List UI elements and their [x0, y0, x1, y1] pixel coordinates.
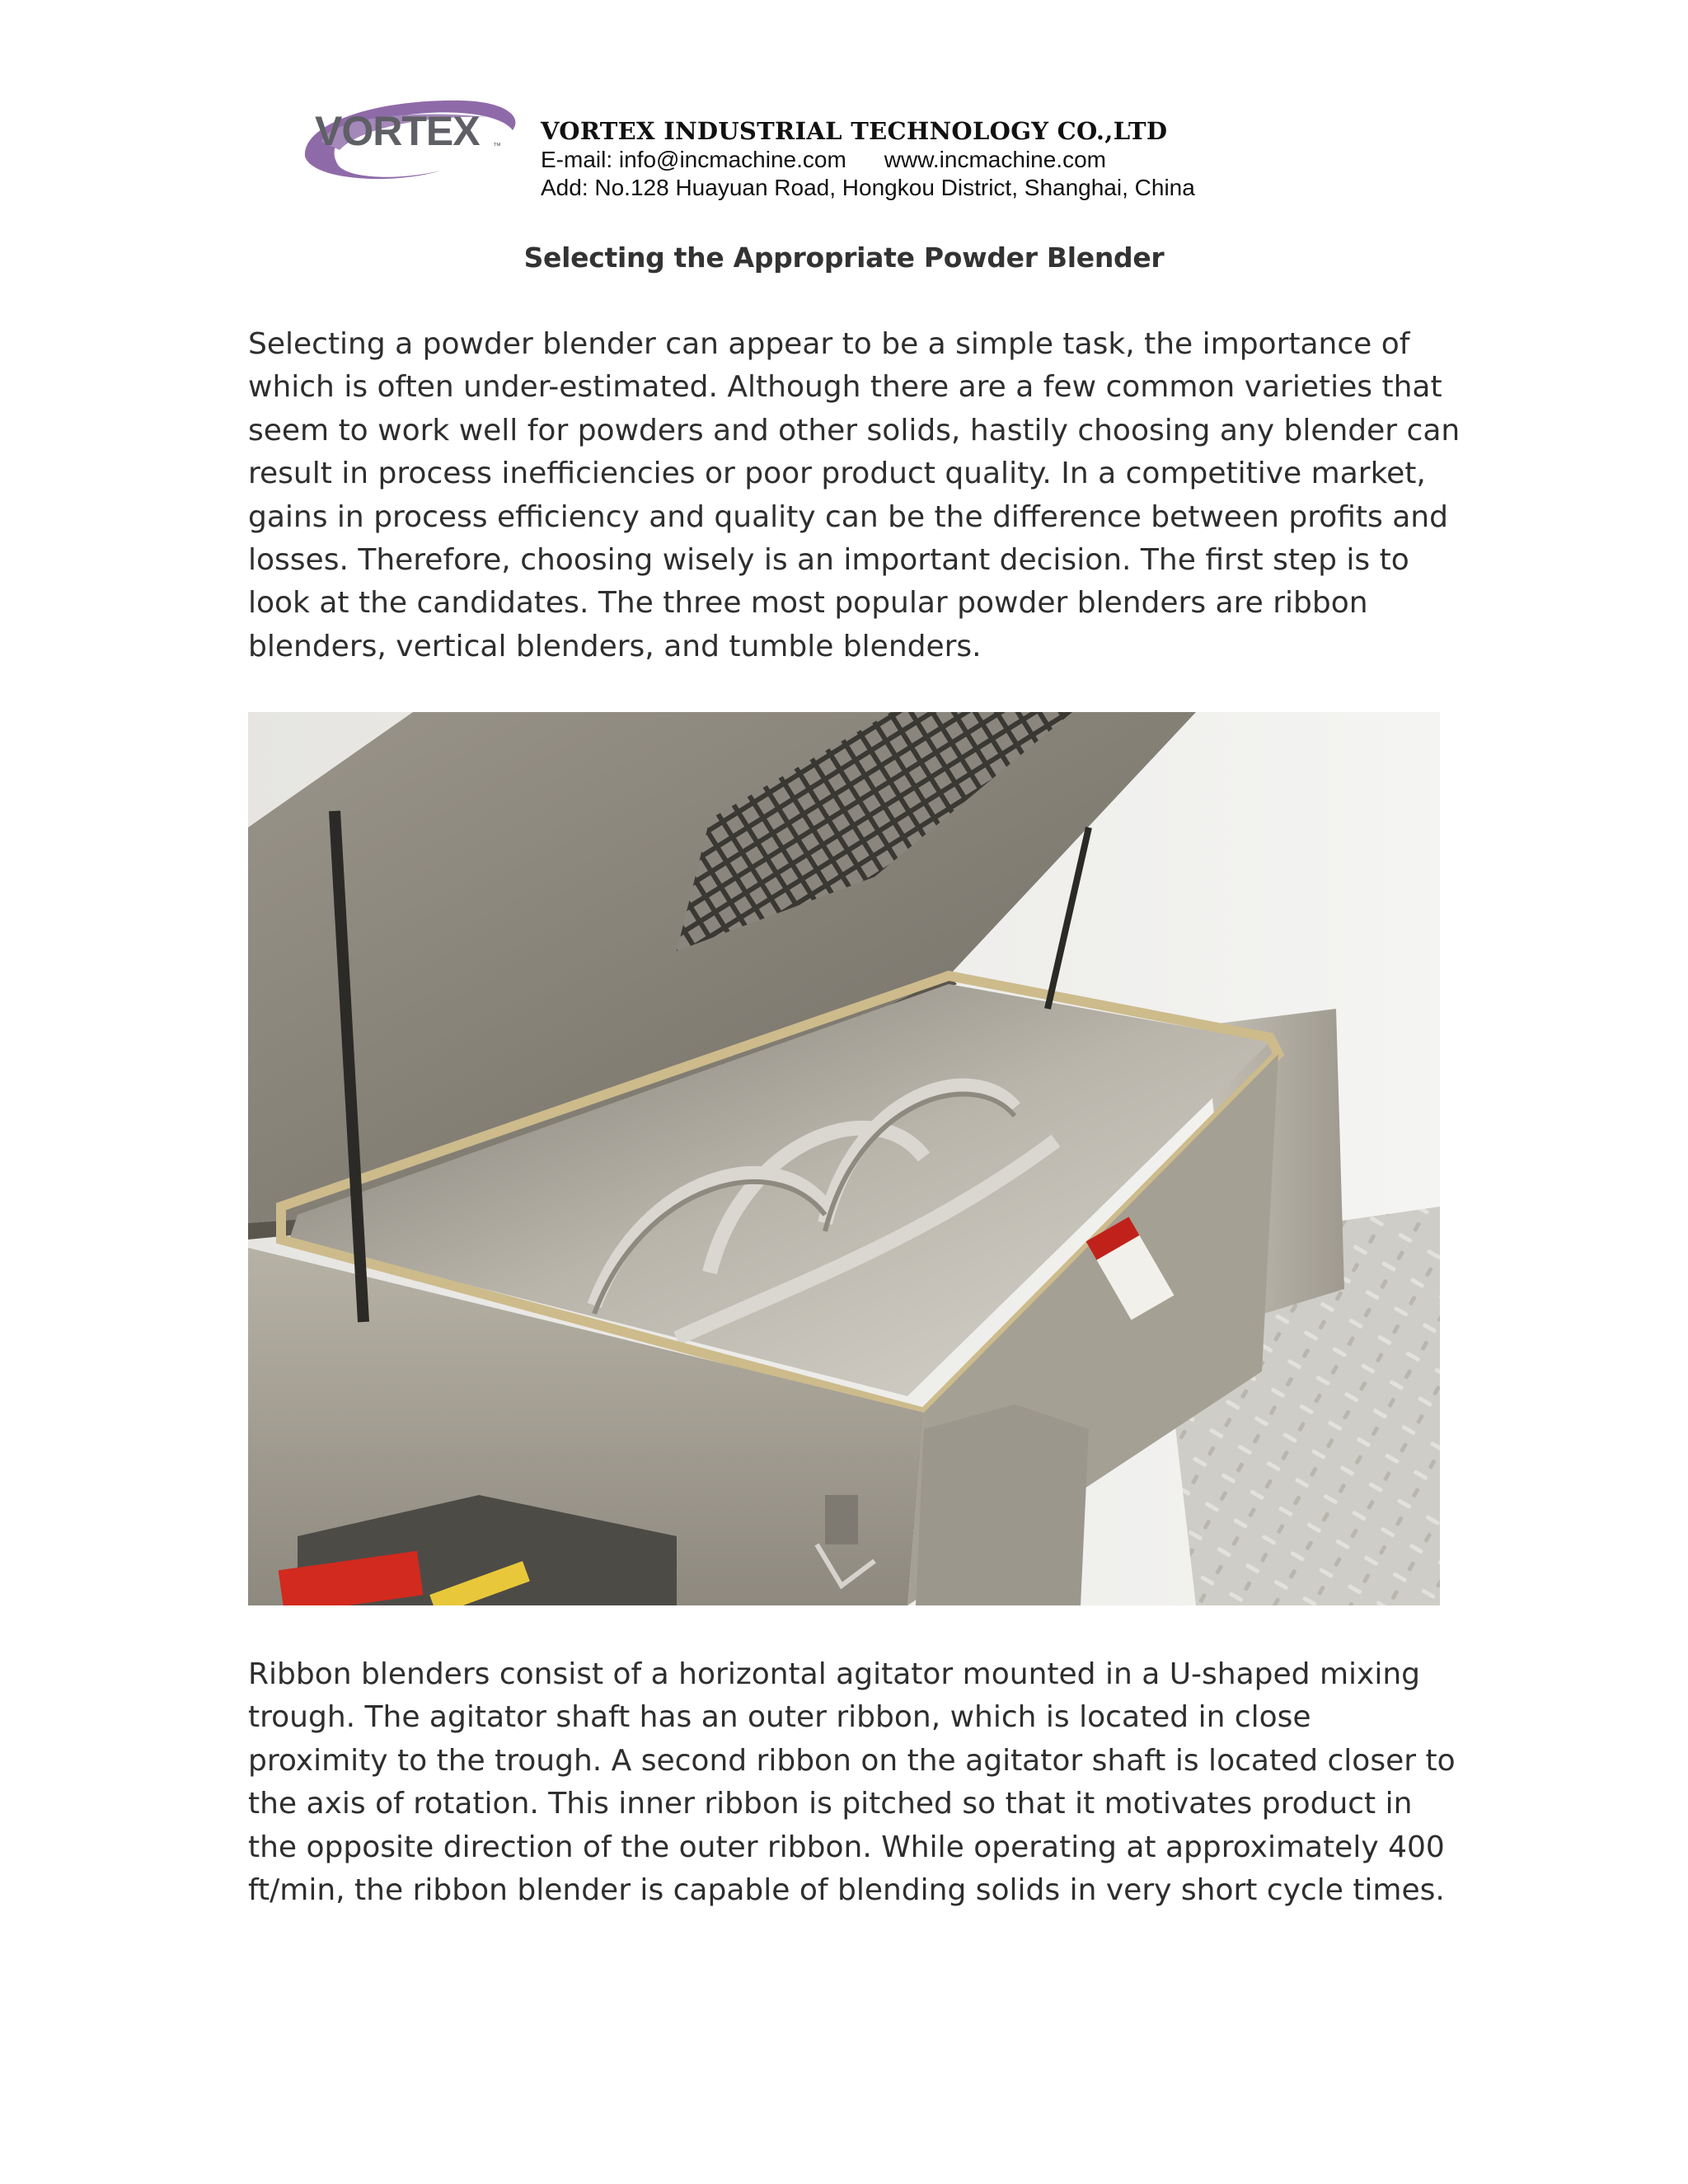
text-line: result in process inefficiencies or poor product quality. In a competitive market,	[248, 457, 1426, 491]
ribbon-blender-paragraph	[248, 1653, 1456, 1912]
text-line: losses. Therefore, choosing wisely is an important decision. The first step is to	[248, 543, 1409, 578]
text-line: ft/min, the ribbon blender is capable of blending solids in very short cycle times.	[248, 1873, 1445, 1908]
letterhead	[297, 92, 1286, 200]
text-line: Ribbon blenders consist of a horizontal agitator mounted in a U-shaped mixing	[248, 1657, 1421, 1691]
text-line: gains in process efficiency and quality can be the difference between profits and	[248, 499, 1448, 534]
logo-text: VORTEX	[315, 108, 480, 154]
latch	[825, 1495, 858, 1544]
vortex-logo	[297, 92, 523, 183]
text-line: look at the candidates. The three most popular powder blenders are ribbon	[248, 586, 1368, 621]
address-text: Add: No.128 Huayuan Road, Hongkou District, Shanghai, China	[541, 175, 1195, 200]
text-line: the axis of rotation. This inner ribbon is pitched so that it motivates product in	[248, 1787, 1413, 1821]
text-line: trough. The agitator shaft has an outer ribbon, which is located in close	[248, 1700, 1311, 1735]
text-line: blenders, vertical blenders, and tumble blenders.	[248, 629, 982, 663]
company-name: VORTEX INDUSTRIAL TECHNOLOGY CO.,LTD	[541, 117, 1168, 145]
website-text: www.incmachine.com	[884, 147, 1106, 172]
text-line: the opposite direction of the outer ribbon. While operating at approximately 400	[248, 1830, 1445, 1864]
text-line: proximity to the trough. A second ribbon on the agitator shaft is located closer to	[248, 1743, 1456, 1778]
motor-box	[916, 1404, 1089, 1605]
text-line: which is often under-estimated. Although there are a few common varieties that	[248, 370, 1442, 405]
document-title: Selecting the Appropriate Powder Blender	[523, 241, 1165, 274]
intro-paragraph	[248, 323, 1461, 668]
logo-tm: ™	[493, 142, 501, 151]
text-line: seem to work well for powders and other solids, hastily choosing any blender can	[248, 413, 1461, 448]
email-text: E-mail: info@incmachine.com	[541, 147, 846, 172]
text-line: Selecting a powder blender can appear to be a simple task, the importance of	[248, 327, 1410, 361]
contact-line	[541, 147, 1106, 173]
ribbon-blender-photo	[248, 712, 1440, 1605]
